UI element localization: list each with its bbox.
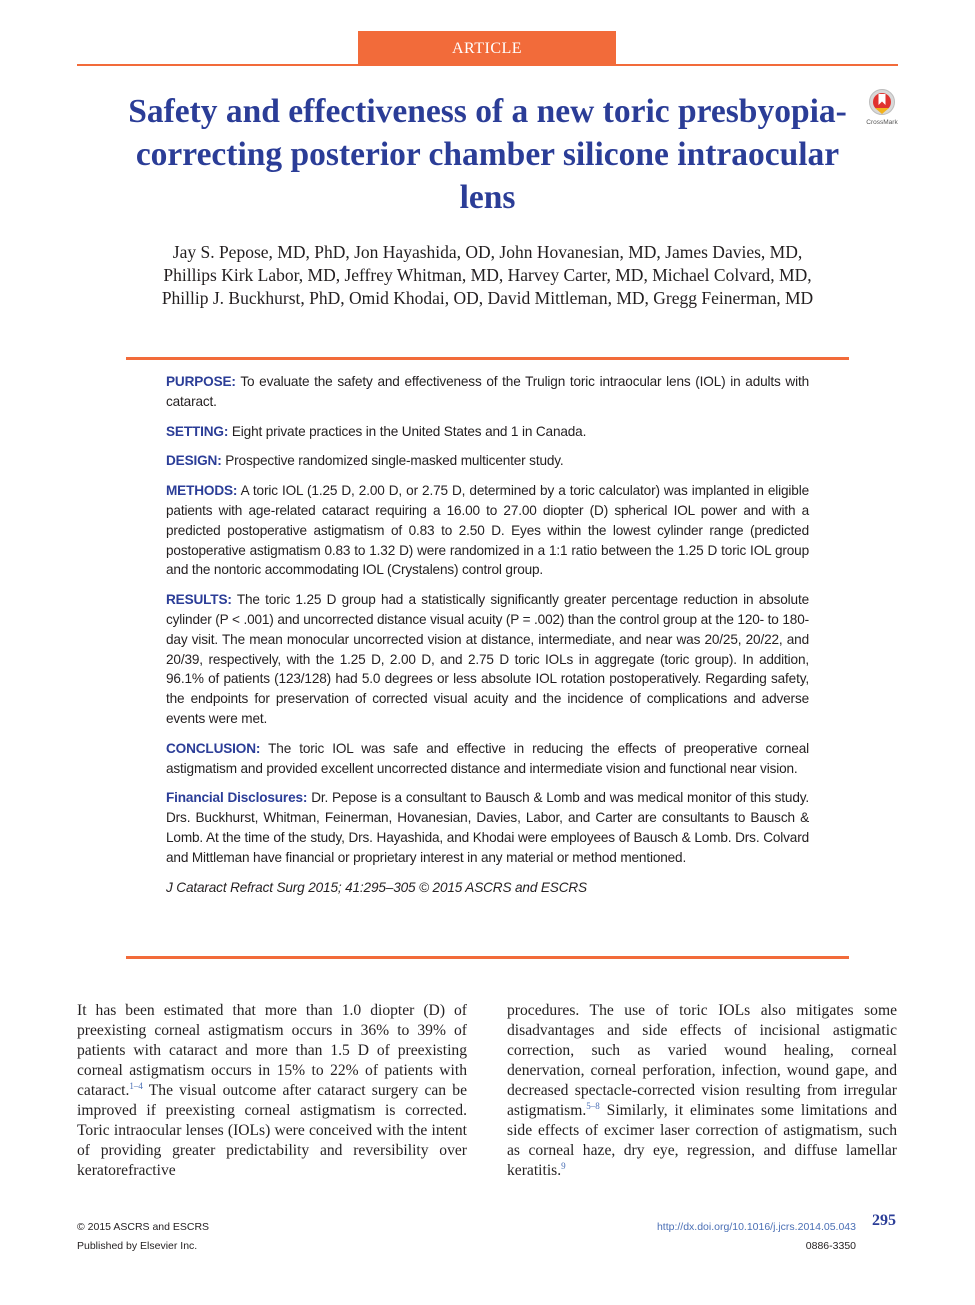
reference-link[interactable]: 1–4 bbox=[129, 1080, 143, 1091]
results-label: RESULTS: bbox=[166, 592, 232, 608]
abstract bbox=[166, 372, 809, 907]
results-text: The toric 1.25 D group had a statistically significantly greater percentage reduction in absolute cylinder (P < .001) and uncorrected distance visual acuity (P = .002) than the control group at the 120- to 180-day visit. The mean monocular uncorrected vision at distance, intermediate, and near was 20/25, 20/22, and 20/39, respectively, with the 1.25 D, 2.00 D, and 2.75 D toric IOLs in aggregate (toric group). In addition, 96.1% of patients (123/128) had 5.0 degrees or less absolute IOL rotation postoperatively. Regarding safety, the endpoints for preservation of corrected visual acuity and the incidence of complications and adverse events were met. bbox=[166, 592, 809, 726]
author-list bbox=[110, 241, 865, 310]
header-rule bbox=[77, 64, 898, 66]
author-line: Phillips Kirk Labor, MD, Jeffrey Whitman, MD, Harvey Carter, MD, Michael Colvard, MD, bbox=[163, 265, 812, 285]
design-text: Prospective randomized single-masked multicenter study. bbox=[225, 453, 564, 469]
setting-label: SETTING: bbox=[166, 423, 229, 439]
disclosures-text: Dr. Pepose is a consultant to Bausch & Lomb and was medical monitor of this study. Drs. Buckhurst, Whitman, Feinerman, Hovanesian, Davies, Labor, and Carter are consultants to Bausch & Lomb. At the time of the study, Drs. Hayashida, and Khodai were employees of Bausch & Lomb. Drs. Colvard and Mittleman have financial or proprietary interest in any material or method mentioned. bbox=[166, 790, 809, 865]
methods-label: METHODS: bbox=[166, 483, 238, 499]
abstract-bottom-rule bbox=[126, 956, 849, 959]
doi-link[interactable]: http://dx.doi.org/10.1016/j.jcrs.2014.05.043 bbox=[656, 1221, 856, 1233]
purpose-text: To evaluate the safety and effectiveness of the Trulign toric intraocular lens (IOL) in adults with cataract. bbox=[166, 374, 810, 409]
abstract-methods bbox=[166, 481, 809, 580]
footer-left bbox=[77, 1218, 209, 1256]
body-column-left bbox=[77, 1001, 467, 1181]
crossmark-label: CrossMark bbox=[866, 119, 898, 126]
abstract-results bbox=[166, 590, 809, 729]
author-line: Phillip J. Buckhurst, PhD, Omid Khodai, OD, David Mittleman, MD, Gregg Feinerman, MD bbox=[161, 288, 814, 308]
footer-right bbox=[600, 1218, 856, 1256]
crossmark-badge[interactable] bbox=[862, 88, 902, 132]
footer-copyright: © 2015 ASCRS and ESCRS bbox=[77, 1221, 210, 1233]
crossmark-icon bbox=[862, 88, 902, 120]
page-number: 295 bbox=[872, 1212, 896, 1229]
body-column-right bbox=[507, 1001, 897, 1181]
design-label: DESIGN: bbox=[166, 453, 222, 469]
abstract-design bbox=[166, 451, 809, 471]
article-type-tag: ARTICLE bbox=[358, 31, 616, 65]
body-right-text-b: Similarly, it eliminates some limitations and side effects of excimer laser correction of astigmatism, such as corneal haze, dry eye, regression, and diffuse lamellar keratitis. bbox=[507, 1102, 897, 1179]
author-line: Jay S. Pepose, MD, PhD, Jon Hayashida, OD, John Hovanesian, MD, James Davies, MD, bbox=[172, 242, 803, 262]
purpose-label: PURPOSE: bbox=[166, 374, 236, 389]
abstract-conclusion bbox=[166, 739, 809, 779]
abstract-setting bbox=[166, 422, 809, 442]
abstract-purpose bbox=[166, 372, 809, 412]
abstract-top-rule bbox=[126, 357, 849, 360]
setting-text: Eight private practices in the United States and 1 in Canada. bbox=[231, 423, 587, 439]
body-left-text-b: The visual outcome after cataract surgery can be improved if preexisting corneal astigmatism is corrected. Toric intraocular lenses (IOLs) were conceived with the intent of providing greater predictability and reversibility over keratorefractive bbox=[77, 1082, 467, 1179]
conclusion-text: The toric IOL was safe and effective in reducing the effects of preoperative corneal astigmatism and provided excellent uncorrected distance and intermediate vision and functional near vision. bbox=[166, 740, 809, 776]
methods-text: A toric IOL (1.25 D, 2.00 D, or 2.75 D, determined by a toric calculator) was implanted in eligible patients with age-related cataract requiring a 16.00 to 27.00 diopter (D) spherical IOL power and with a predicted postoperative astigmatism of 0.83 to 2.50 D. Eyes within the lowest cylinder range (predicted postoperative astigmatism 0.83 to 1.32 D) were randomized in a 1:1 ratio between the 1.25 D toric IOL group and the nontoric accommodating IOL (Crystalens) control group. bbox=[166, 483, 809, 578]
body-right-text-a: procedures. The use of toric IOLs also mitigates some disadvantages and side effects of incisional astigmatic correction, such as varied wound healing, corneal denervation, corneal perforation, infection, wound gape, and decreased spectacle-corrected vision resulting from irregular astigmatism. bbox=[507, 1002, 897, 1119]
conclusion-label: CONCLUSION: bbox=[166, 740, 261, 756]
footer-publisher: Published by Elsevier Inc. bbox=[77, 1240, 198, 1252]
abstract-disclosures bbox=[166, 788, 809, 867]
reference-link[interactable]: 5–8 bbox=[586, 1100, 600, 1111]
footer-issn: 0886-3350 bbox=[805, 1240, 856, 1252]
journal-citation: J Cataract Refract Surg 2015; 41:295–305 © 2015 ASCRS and ESCRS bbox=[166, 879, 587, 895]
article-title: Safety and effectiveness of a new toric presbyopia-correcting posterior chamber silicone intraocular lens bbox=[128, 93, 847, 216]
reference-link[interactable]: 9 bbox=[561, 1160, 566, 1171]
disclosures-label: Financial Disclosures: bbox=[166, 790, 308, 806]
body-left-text-a: It has been estimated that more than 1.0 diopter (D) of preexisting corneal astigmatism occurs in 36% to 39% of patients with cataract and more than 1.5 D of preexisting corneal astigmatism occurs in 15% to 22% of patients with cataract. bbox=[77, 1002, 467, 1099]
